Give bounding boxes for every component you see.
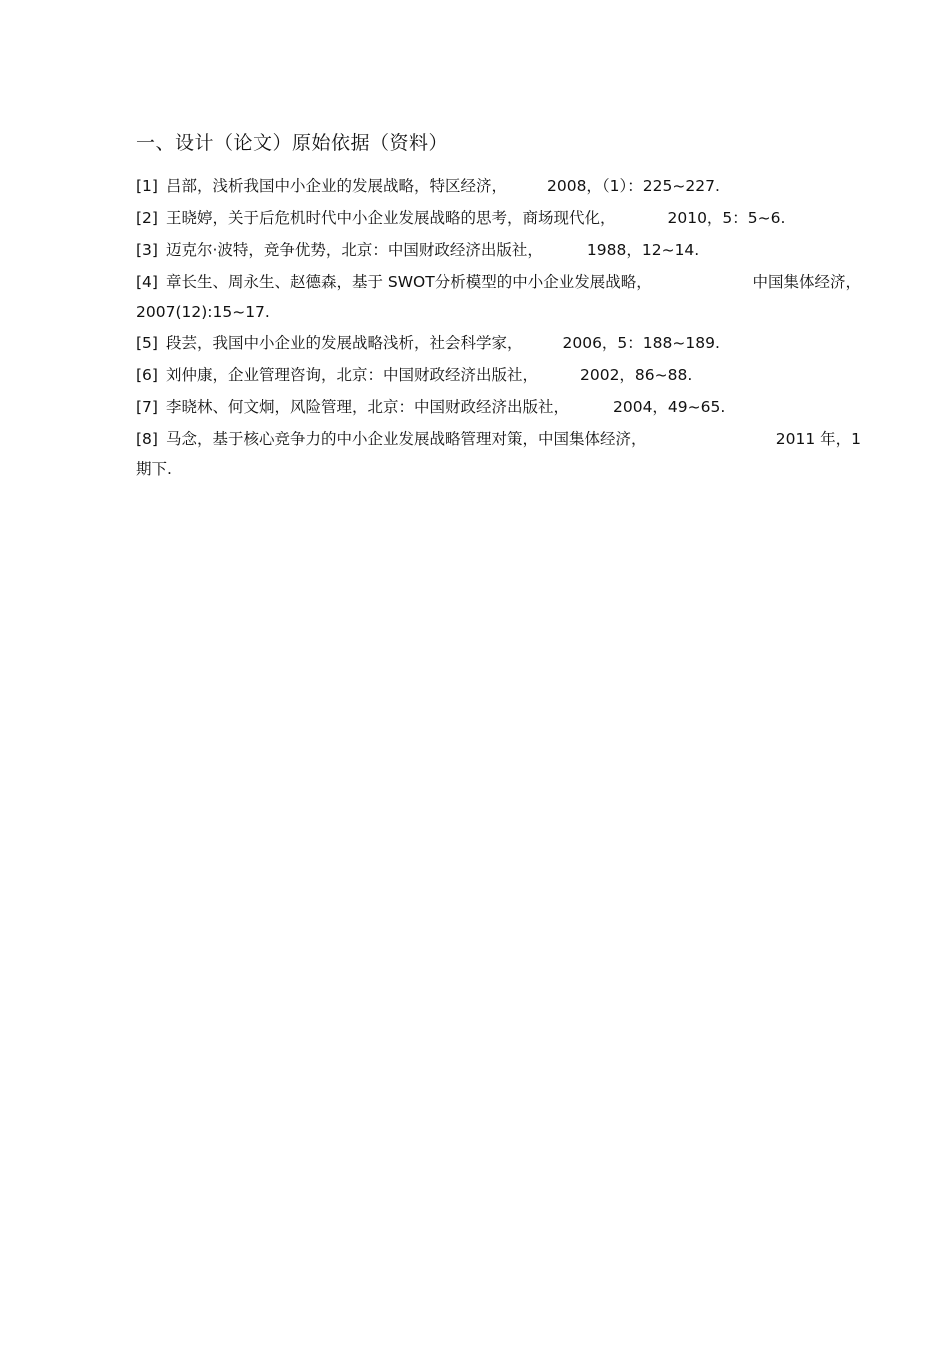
reference-text: 王晓婷，关于后危机时代中小企业发展战略的思考，商场现代化，	[165, 209, 616, 227]
reference-number: [4]	[136, 273, 158, 291]
reference-item-3	[136, 234, 861, 266]
reference-item-8	[136, 423, 861, 484]
reference-text: 章长生、周永生、赵德森，基于 SWOT分析模型的中小企业发展战略，	[165, 273, 652, 291]
reference-item-2	[136, 202, 861, 234]
reference-publication: 2011 年，1	[775, 430, 861, 448]
reference-number: [8]	[136, 430, 158, 448]
reference-publication: 2006，5：188~189.	[562, 334, 720, 352]
reference-publication: 2010，5：5~6.	[667, 209, 786, 227]
section-heading: 一、设计（论文）原始依据（资料）	[136, 132, 449, 154]
reference-item-5	[136, 327, 861, 359]
reference-number: [1]	[136, 177, 158, 195]
reference-text: 迈克尔·波特，竞争优势，北京：中国财政经济出版社，	[165, 241, 543, 259]
reference-number: [6]	[136, 366, 158, 384]
reference-item-4	[136, 266, 861, 327]
reference-number: [7]	[136, 398, 158, 416]
reference-text: 马念，基于核心竞争力的中小企业发展战略管理对策，中国集体经济，	[165, 430, 647, 448]
reference-text: 刘仲康，企业管理咨询，北京：中国财政经济出版社，	[165, 366, 538, 384]
reference-number: [2]	[136, 209, 158, 227]
reference-publication: 2004，49~65.	[612, 398, 726, 416]
reference-publication: 中国集体经济，	[752, 273, 861, 291]
reference-list	[136, 170, 861, 484]
reference-item-1	[136, 170, 861, 202]
reference-number: [5]	[136, 334, 158, 352]
reference-publication: 1988，12~14.	[586, 241, 700, 259]
reference-text: 李晓林、何文炯，风险管理，北京：中国财政经济出版社，	[165, 398, 569, 416]
reference-text: 段芸，我国中小企业的发展战略浅析，社会科学家，	[165, 334, 523, 352]
reference-text: 吕部，浅析我国中小企业的发展战略，特区经济，	[165, 177, 507, 195]
reference-item-7	[136, 391, 861, 423]
reference-publication: 2008，（1）：225~227.	[546, 177, 720, 195]
reference-publication: 2002，86~88.	[579, 366, 693, 384]
reference-number: [3]	[136, 241, 158, 259]
reference-continuation: 2007(12):15~17.	[136, 303, 270, 321]
reference-continuation: 期下.	[136, 460, 172, 478]
reference-item-6	[136, 359, 861, 391]
